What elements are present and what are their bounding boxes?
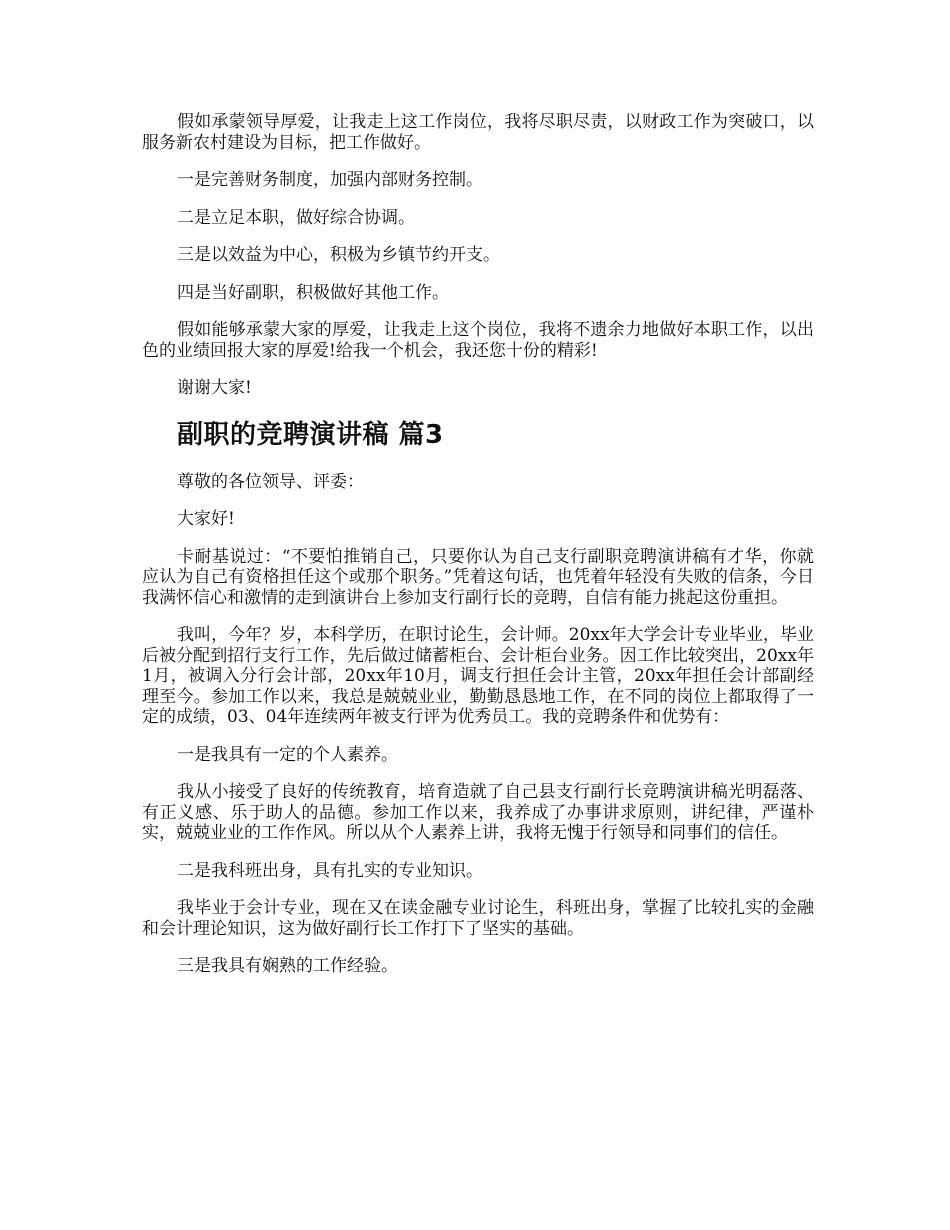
paragraph: 二是我科班出身，具有扎实的专业知识。 [177,860,483,881]
paragraph: 我叫，今年？岁，本科学历，在职讨论生，会计师。20xx年大学会计专业毕业，毕业后被分配到招行支行工作，先后做过储蓄柜台、会计柜台业务。因工作比较突出，20xx年1月，被调入分行会计部，20xx年10月，调支行担任会计主管，20xx年担任会计部副经理至今。参加工作以来，我总是兢兢业业，勤勤恳恳地工作，在不同的岗位上都取得了一定的成绩，03、04年连续两年被支行评为优秀员工。我的竞聘条件和优势有： [142,625,814,727]
section-heading: 副职的竞聘演讲稿 篇3 [177,419,444,450]
paragraph: 大家好! [177,509,235,529]
paragraph: 我毕业于会计专业，现在又在读金融专业讨论生，科班出身，掌握了比较扎实的金融和会计理论知识，这为做好副行长工作打下了坚实的基础。 [142,898,814,939]
paragraph: 一是我具有一定的个人素养。 [177,744,398,765]
paragraph: 尊敬的各位领导、评委： [177,471,364,492]
paragraph: 我从小接受了良好的传统教育，培育造就了自己县支行副行长竞聘演讲稿光明磊落、有正义感、乐于助人的品德。参加工作以来，我养成了办事讲求原则，讲纪律，严谨朴实，兢兢业业的工作作风。所以从个人素养上讲，我将无愧于行领导和同事们的信任。 [142,782,814,843]
paragraph: 假如能够承蒙大家的厚爱，让我走上这个岗位，我将不遗余力地做好本职工作，以出色的业绩回报大家的厚爱!给我一个机会，我还您十份的精彩! [142,320,814,361]
paragraph: 一是完善财务制度，加强内部财务控制。 [177,170,483,190]
paragraph: 卡耐基说过：“不要怕推销自己，只要你认为自己支行副职竞聘演讲稿有才华，你就应认为自己有资格担任这个或那个职务。”凭着这句话，也凭着年轻没有失败的信条，今日我满怀信心和激情的走到演讲台上参加支行副行长的竞聘，自信有能力挑起这份重担。 [142,546,814,608]
paragraph: 谢谢大家! [177,378,252,398]
paragraph: 二是立足本职，做好综合协调。 [177,207,415,228]
paragraph: 三是以效益为中心，积极为乡镇节约开支。 [177,245,500,265]
paragraph: 三是我具有娴熟的工作经验。 [177,956,398,976]
document-body [142,112,814,977]
paragraph: 四是当好副职，积极做好其他工作。 [177,282,449,303]
paragraph: 假如承蒙领导厚爱，让我走上这工作岗位，我将尽职尽责，以财政工作为突破口，以服务新农村建设为目标，把工作做好。 [142,112,814,153]
